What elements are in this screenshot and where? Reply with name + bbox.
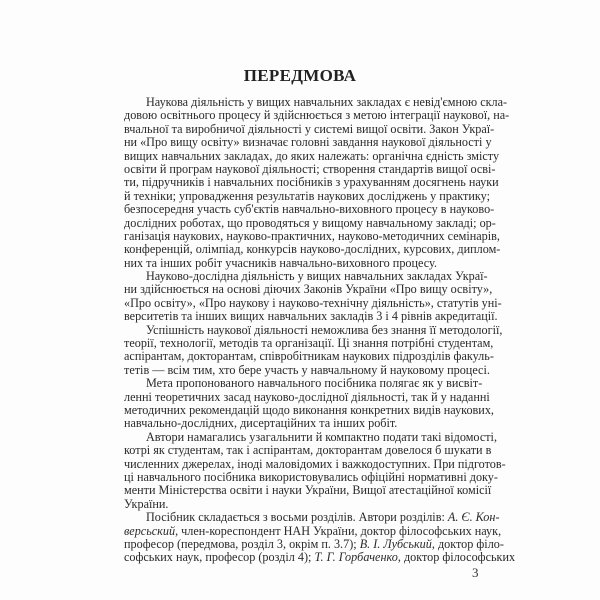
text-line: Мета пропонованого навчального посібника полягає як у висвіт- — [146, 376, 483, 391]
text-segment: професор (передмова, розділ 3, окрім п. 3.7); — [124, 536, 360, 551]
text-line — [124, 536, 504, 551]
text-line: ни «Про вищу освіту» визначає головні завдання наукової діяльності у — [124, 135, 492, 150]
text-line: довою освітнього процесу й здійснюється з метою інтеграції наукової, на- — [124, 108, 510, 123]
text-line: Науково-дослідна діяльність у вищих навчальних закладах Украї- — [146, 269, 488, 284]
text-line: України. — [124, 496, 169, 511]
text-line: ленні теоретичних засад науково-дослідної діяльності, так й у наданні — [124, 389, 490, 404]
text-segment: , доктор філо- — [431, 536, 504, 551]
text-line: теорії, технології, методів та організації. Ці знання потрібні студентам, — [124, 336, 494, 351]
text-line: Наукова діяльність у вищих навчальних закладах є невід'ємною скла- — [146, 95, 508, 109]
text-line: конференцій, олімпіад, конкурсів науково-дослідних, курсових, диплом- — [124, 242, 501, 257]
text-line: Успішність наукової діяльності неможлива без знання її методології, — [146, 322, 503, 337]
paragraph — [124, 322, 503, 378]
text-line: методичних рекомендацій щодо виконання конкретних видів наукових, — [124, 402, 494, 417]
text-line: дослідних роботах, що проводяться у вищому навчальному закладі; ор- — [124, 215, 496, 230]
text-line: «Про освіту», «Про наукову і науково-технічну діяльність», статутів уні- — [124, 295, 502, 310]
page-title: ПЕРЕДМОВА — [243, 66, 357, 85]
text-line: численних джерелах, іноді маловідомих і важкодоступних. При підготов- — [124, 456, 506, 471]
text-line: ці навчального посібника використовувались офіційні нормативні доку- — [124, 469, 498, 484]
text-line: верситетів та інших вищих навчальних закладів 3 і 4 рівнів акредитації. — [124, 309, 498, 324]
text-segment: , доктор філософських — [397, 550, 516, 565]
text-segment: Посібник складається з восьми розділів. Автори розділів: — [146, 510, 448, 525]
author-name: версьский — [124, 523, 176, 538]
text-line: аспірантам, докторантам, співробітникам наукових підрозділів факуль- — [124, 349, 494, 364]
text-line — [124, 550, 516, 565]
text-line: навчально-дослідних, дисертаційних та інших робіт. — [124, 416, 398, 431]
text-line: тетів — всім тим, хто бере участь у навчальному й науковому процесі. — [124, 362, 490, 377]
paragraph — [124, 510, 516, 565]
author-name: Т. Г. Горбаченко — [314, 550, 398, 565]
paragraph — [124, 269, 502, 324]
text-segment: , член-кореспондент НАН України, доктор філософських наук, — [175, 523, 502, 538]
text-line: вищих навчальних закладах, до яких належать: органічна єдність змісту — [124, 148, 500, 163]
text-line: ти, підручників і навчальних посібників з урахуванням досягнень науки — [124, 175, 499, 190]
text-line: ганізація наукових, науково-практичних, науково-методичних семінарів, — [124, 228, 500, 243]
text-line: Автори намагались узагальнити й компактно подати такі відомості, — [146, 429, 497, 444]
document-body — [124, 95, 516, 565]
text-line: освіти й програм наукової діяльності; створення стандартів вищої осві- — [124, 161, 496, 176]
text-segment: софських наук, професор (розділ 4); — [124, 550, 315, 565]
text-line: ни здійснюється на основі діючих Законів України «Про вищу освіту», — [124, 282, 493, 297]
paragraph — [124, 376, 494, 431]
paragraph — [124, 429, 506, 511]
text-line: них та інших робіт учасників навчально-виховного процесу. — [124, 255, 437, 270]
author-name: А. Є. Кон- — [447, 510, 500, 525]
page-number: 3 — [472, 565, 479, 580]
text-line: менти Міністерства освіти і науки України, Вищої атестаційної комісії — [124, 483, 492, 498]
text-line: й техніки; упровадження результатів наукових досліджень у практику; — [124, 188, 490, 203]
text-line: котрі як студентам, так і аспірантам, докторантам довелося б шукати в — [124, 443, 492, 458]
paragraph — [124, 95, 510, 270]
text-line — [124, 523, 502, 538]
author-name: В. І. Лубський — [359, 536, 432, 551]
text-line: безпосередня участь суб'єктів навчально-виховного процесу в науково- — [124, 202, 495, 217]
text-line: вчальної та виробничої діяльності у системі вищої освіти. Закон Украї- — [124, 121, 495, 136]
text-line — [124, 510, 500, 525]
